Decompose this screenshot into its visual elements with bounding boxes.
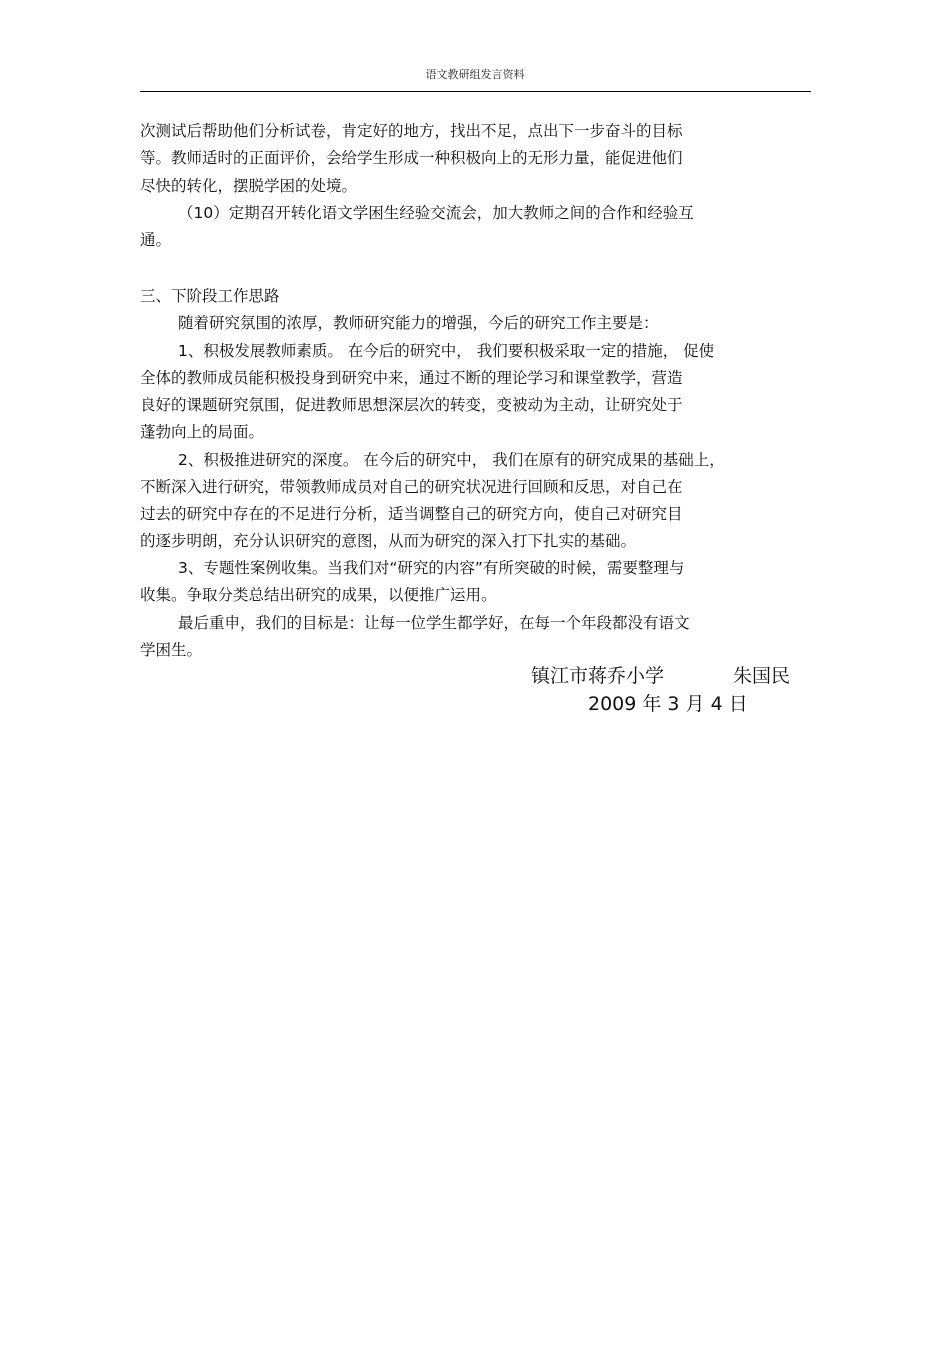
paragraph-line: 学困生。 <box>140 641 203 659</box>
signature-author: 朱国民 <box>733 665 791 687</box>
paragraph-line: 不断深入进行研究，带领教师成员对自己的研究状况进行回顾和反思，对自己在 <box>140 478 683 496</box>
paragraph-line: 3、专题性案例收集。当我们对“研究的内容”有所突破的时候，需要整理与 <box>178 559 685 577</box>
paragraph-line: 良好的课题研究氛围，促进教师思想深层次的转变，变被动为主动，让研究处于 <box>140 396 683 414</box>
paragraph-line: 1、积极发展教师素质。 在今后的研究中， 我们要积极采取一定的措施， 促使 <box>178 342 715 360</box>
paragraph-line: 尽快的转化，摆脱学困的处境。 <box>140 177 358 195</box>
paragraph-line: 的逐步明朗，充分认识研究的意图，从而为研究的深入打下扎实的基础。 <box>140 532 637 550</box>
signature-school: 镇江市蒋乔小学 <box>531 665 665 687</box>
paragraph-line: 全体的教师成员能积极投身到研究中来，通过不断的理论学习和课堂教学，营造 <box>140 369 683 387</box>
paragraph-line: （10）定期召开转化语文学困生经验交流会，加大教师之间的合作和经验互 <box>178 204 694 222</box>
paragraph-line: 2、积极推进研究的深度。 在今后的研究中， 我们在原有的研究成果的基础上， <box>178 451 725 469</box>
paragraph-line: 等。教师适时的正面评价，会给学生形成一种积极向上的无形力量，能促进他们 <box>140 149 683 167</box>
section-heading: 三、下阶段工作思路 <box>140 287 280 305</box>
page-header-title: 语文教研组发言资料 <box>425 68 525 81</box>
paragraph-line: 过去的研究中存在的不足进行分析，适当调整自己的研究方向，使自己对研究目 <box>140 505 683 523</box>
signature-date: 2009 年 3 月 4 日 <box>588 693 748 715</box>
paragraph-line: 随着研究氛围的浓厚，教师研究能力的增强，今后的研究工作主要是： <box>178 314 659 332</box>
paragraph-line: 收集。争取分类总结出研究的成果，以便推广运用。 <box>140 586 497 604</box>
paragraph-line: 通。 <box>140 231 172 249</box>
paragraph-line: 次测试后帮助他们分析试卷，肯定好的地方，找出不足，点出下一步奋斗的目标 <box>140 122 683 140</box>
paragraph-line: 蓬勃向上的局面。 <box>140 423 265 441</box>
header-divider <box>140 91 811 92</box>
paragraph-line: 最后重申，我们的目标是：让每一位学生都学好，在每一个年段都没有语文 <box>178 614 690 632</box>
